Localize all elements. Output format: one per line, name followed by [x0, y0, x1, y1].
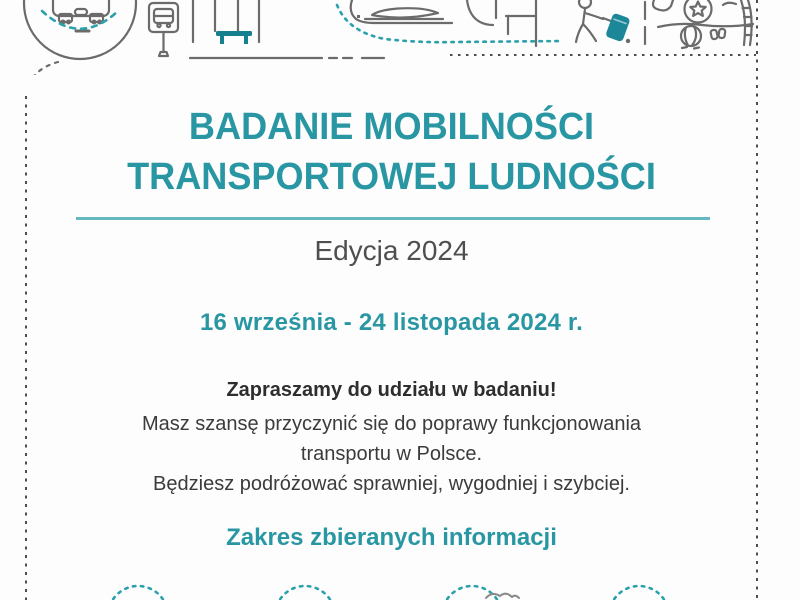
bus-shelter-icon: [193, 0, 259, 44]
invitation-heading: Zapraszamy do udziału w badaniu!: [226, 379, 557, 401]
bus-stop-sign-icon: [149, 3, 178, 56]
invitation-body-line3: Będziesz podróżować sprawniej, wygodniej i szybciej.: [153, 473, 630, 495]
dotted-circle-arc: [108, 586, 168, 600]
title-divider: [76, 217, 710, 220]
invitation-body-line2: transportu w Polsce.: [300, 443, 483, 465]
section-heading: Zakres zbieranych informacji: [226, 524, 557, 551]
train-in-circle-icon: [24, 0, 136, 59]
peeking-icon-top: [486, 594, 519, 598]
poster-title: [44, 102, 738, 202]
bottom-dotted-circles-strip: [0, 580, 800, 600]
vacation-scene-icon: [653, 0, 753, 49]
poster-title-line2: TRANSPORTOWEJ LUDNOŚCI: [127, 156, 656, 198]
left-border-curve: [27, 62, 58, 75]
signpost-icon: [506, 0, 536, 46]
transport-icons-strip: [0, 0, 800, 75]
dotted-circle-arc: [609, 586, 669, 600]
invitation-body-line1: Masz szansę przyczynić się do poprawy funkcjonowania: [141, 413, 642, 435]
edition-label: Edycja 2024: [314, 235, 469, 266]
invitation-body: [26, 409, 757, 499]
survey-date-range: 16 września - 24 listopada 2024 r.: [200, 309, 583, 336]
ferry-icon: [351, 0, 496, 25]
poster-title-line1: BADANIE MOBILNOŚCI: [188, 106, 595, 148]
traveler-with-suitcase-icon: [576, 0, 631, 43]
dotted-circle-arc: [275, 586, 335, 600]
page-border-right: [756, 0, 758, 600]
